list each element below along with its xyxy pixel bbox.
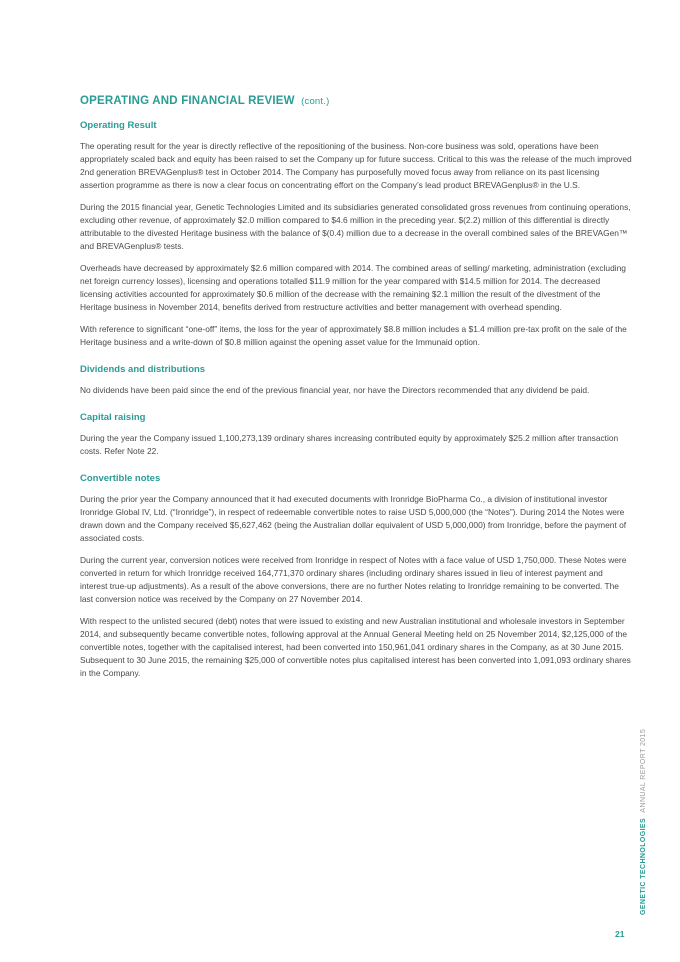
paragraph: During the current year, conversion notices were received from Ironridge in respect of Notes with a face value of USD 1,750,000. These Notes were converted in return for which Ironridge received 164,771,370 ordinary shares (including ordinary shares issued in lieu of interest payment and interest true-up adjustments). As a result of the above conversions, there are no further Notes relating to Ironridge remaining to be converted. The last conversion notice was received by the Company on 27 November 2014. <box>80 555 627 604</box>
section-title-dividends: Dividends and distributions <box>80 364 206 375</box>
paragraph: With respect to the unlisted secured (debt) notes that were issued to existing and new Australian institutional and wholesale investors in September 2014, and subsequently became convertible notes, following approval at the Annual General Meeting held on 25 November 2014, $2,125,000 of the convertible notes, together with the capitalised interest, had been converted into 150,961,041 ordinary shares in the Company, as at 30 June 2015. Subsequent to 30 June 2015, the remaining $25,000 of convertible notes plus capitalised interest has been converted into 1,091,093 ordinary shares in the Company. <box>80 616 631 678</box>
section-capital-raising <box>80 412 632 458</box>
paragraph: With reference to significant “one-off” items, the loss for the year of approximately $8.8 million includes a $1.4 million pre-tax profit on the sale of the Heritage business and a write-down of $0.8 million against the opening asset value for the Immunaid option. <box>80 324 627 347</box>
page-number: 21 <box>615 929 625 939</box>
footer-report: ANNUAL REPORT 2015 <box>640 728 647 813</box>
section-operating-result <box>80 120 632 349</box>
section-title-capital-raising: Capital raising <box>80 412 146 423</box>
running-footer <box>640 729 647 915</box>
paragraph: No dividends have been paid since the end of the previous financial year, nor have the Directors recommended that any dividend be paid. <box>80 385 590 395</box>
section-title-convertible-notes: Convertible notes <box>80 473 161 484</box>
paragraph: Overheads have decreased by approximately $2.6 million compared with 2014. The combined areas of selling/ marketing, administration (excluding net foreign currency losses), licensing and operations totalled $11.9 million for the year compared with $14.5 million for 2014. The decreased licensing activities accounted for approximately $0.6 million of the decrease with the remaining $2.1 million the result of the divestment of the Heritage business in November 2014, benefits derived from restructure activities and better management with overhead spending. <box>80 263 626 312</box>
paragraph: During the year the Company issued 1,100,273,139 ordinary shares increasing contributed equity by approximately $25.2 million after transaction costs. Refer Note 22. <box>80 433 619 456</box>
section-convertible-notes <box>80 473 632 680</box>
paragraph: During the 2015 financial year, Genetic Technologies Limited and its subsidiaries generated consolidated gross revenues from continuing operations, excluding other revenue, of approximately $2.0 million compared to $4.6 million in the preceding year. $(2.2) million of this differential is directly attributable to the divested Heritage business with the balance of $(0.4) million due to a decrease in the overall combined sales of the BREVAGen™ and BREVAGenplus® tests. <box>80 202 631 251</box>
page-title-continued: (cont.) <box>301 96 330 107</box>
paragraph: During the prior year the Company announced that it had executed documents with Ironridge BioPharma Co., a division of institutional investor Ironridge Global IV, Ltd. (“Ironridge”), in respect of redeemable convertible notes to raise USD 5,000,000 (the “Notes”). During 2014 the Notes were drawn down and the Company received $5,627,462 (being the Australian dollar equivalent of USD 5,000,000) from Ironridge, before the payment of associated costs. <box>80 494 627 543</box>
page-title <box>80 95 329 107</box>
page-title-text: OPERATING AND FINANCIAL REVIEW <box>80 95 295 107</box>
main-content <box>80 120 632 689</box>
footer-company: GENETIC TECHNOLOGIES <box>640 817 647 915</box>
section-dividends <box>80 364 632 397</box>
paragraph: The operating result for the year is directly reflective of the repositioning of the business. Non-core business was sold, operations have been appropriately scaled back and equity has been raised to set the Company up for future success. Critical to this was the release of the much improved 2nd generation BREVAGenplus® test in October 2014. The Company has purposefully moved focus away from reliance on its past licensing assertion programme as there is now a clear focus on concentrating effort on the Company’s lead product BREVAGenplus® in the U.S. <box>80 141 632 190</box>
section-title-operating-result: Operating Result <box>80 120 157 131</box>
